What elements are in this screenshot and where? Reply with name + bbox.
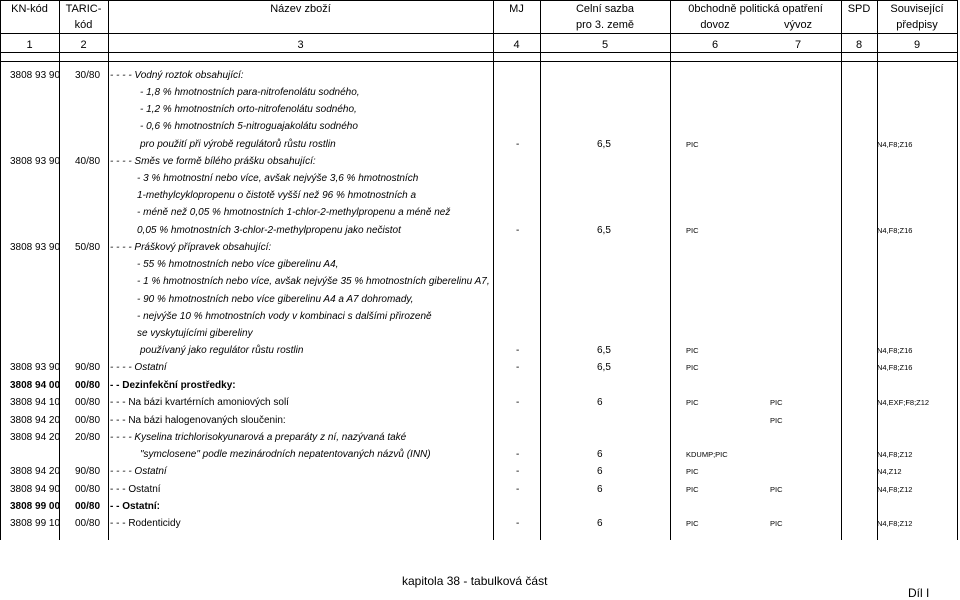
kn-code-cell: 3808 93 90 <box>10 362 61 373</box>
table-row <box>0 498 958 515</box>
goods-description-cell: pro použití při výrobě regulátorů růstu rostlin <box>140 139 336 150</box>
unit-cell: - <box>516 449 520 460</box>
col-number: 2 <box>80 39 87 51</box>
import-measure-cell: PIC <box>686 226 699 235</box>
regulations-cell: N4,Z12 <box>877 467 902 476</box>
duty-rate-cell: 6,5 <box>597 345 611 356</box>
table-row <box>0 429 958 446</box>
taric-code-cell: 00/80 <box>75 380 101 391</box>
export-measure-cell: PIC <box>770 519 783 528</box>
goods-description-cell: - - Dezinfekční prostředky: <box>110 380 236 391</box>
table-row <box>0 118 958 135</box>
goods-description-cell: - 1 % hmotnostních nebo více, avšak nejvýše 35 % hmotnostních giberelinu A7, <box>137 276 490 287</box>
col-souvisejici: Související <box>890 3 944 15</box>
unit-cell: - <box>516 362 520 373</box>
kn-code-cell: 3808 99 00 <box>10 501 61 512</box>
regulations-cell: N4,F8;Z16 <box>877 140 913 149</box>
header-bottom-border <box>0 52 958 53</box>
col-number: 5 <box>601 39 609 51</box>
header-divider <box>0 33 958 34</box>
table-row <box>0 291 958 308</box>
table-row <box>0 239 958 256</box>
regulations-cell: N4,F8;Z16 <box>877 226 913 235</box>
regulations-cell: N4,F8;Z12 <box>877 450 913 459</box>
taric-code-cell: 40/80 <box>75 156 101 167</box>
table-row <box>0 256 958 273</box>
import-measure-cell: PIC <box>686 363 699 372</box>
regulations-cell: N4,F8;Z12 <box>877 519 913 528</box>
table-row <box>0 204 958 221</box>
header-vline <box>957 0 958 62</box>
taric-code-cell: 00/80 <box>75 501 101 512</box>
kn-code-cell: 3808 94 20 <box>10 466 61 477</box>
goods-description-cell: 0,05 % hmotnostních 3-chlor-2-methylpropenu jako nečistot <box>137 225 401 236</box>
taric-code-cell: 30/80 <box>75 70 101 81</box>
goods-description-cell: se vyskytujícími gibereliny <box>137 328 253 339</box>
taric-code-cell: 00/80 <box>75 484 101 495</box>
import-measure-cell: PIC <box>686 398 699 407</box>
goods-description-cell: - 55 % hmotnostních nebo více giberelinu A4, <box>137 259 339 270</box>
regulations-cell: N4,F8;Z16 <box>877 346 913 355</box>
chapter-caption: kapitola 38 - tabulková část <box>402 574 548 588</box>
import-measure-cell: PIC <box>686 519 699 528</box>
kn-code-cell: 3808 94 00 <box>10 380 61 391</box>
kn-code-cell: 3808 94 20 <box>10 432 61 443</box>
regulations-cell: N4,EXF;F8;Z12 <box>877 398 930 407</box>
export-measure-cell: PIC <box>770 416 783 425</box>
regulations-cell: N4,F8;Z12 <box>877 485 913 494</box>
col-number: 4 <box>513 39 520 51</box>
header-top-border <box>0 0 958 1</box>
unit-cell: - <box>516 225 520 236</box>
col-taric: TARIC- <box>65 3 102 15</box>
col-celni-sazba: Celní sazba <box>575 3 635 15</box>
table-row <box>0 412 958 429</box>
goods-description-cell: - méně než 0,05 % hmotnostních 1-chlor-2-methylpropenu a méně než <box>137 207 451 218</box>
col-number: 3 <box>297 39 304 51</box>
kn-code-cell: 3808 93 90 <box>10 242 61 253</box>
col-dovoz: dovoz <box>700 19 730 31</box>
kn-code-cell: 3808 93 90 <box>10 70 61 81</box>
goods-description-cell: - nejvýše 10 % hmotnostních vody v kombinaci s dalšími přirozeně <box>137 311 432 322</box>
taric-code-cell: 00/80 <box>75 415 101 426</box>
goods-description-cell: - - - - Práškový přípravek obsahující: <box>110 242 272 253</box>
import-measure-cell: PIC <box>686 140 699 149</box>
kn-code-cell: 3808 94 20 <box>10 415 61 426</box>
goods-description-cell: - 1,2 % hmotnostních orto-nitrofenolátu sodného, <box>140 104 357 115</box>
table-row <box>0 101 958 118</box>
duty-rate-cell: 6,5 <box>597 225 611 236</box>
table-header <box>0 0 958 62</box>
col-number: 6 <box>711 39 719 51</box>
goods-description-cell: - 0,6 % hmotnostních 5-nitroguajakolátu sodného <box>140 121 358 132</box>
col-kn-kod: KN-kód <box>11 3 48 15</box>
export-measure-cell: PIC <box>770 398 783 407</box>
taric-code-cell: 00/80 <box>75 397 101 408</box>
table-row <box>0 325 958 342</box>
col-predpisy: předpisy <box>896 19 938 31</box>
col-number: 1 <box>26 39 33 51</box>
table-row <box>0 359 958 376</box>
table-row <box>0 481 958 498</box>
col-spd: SPD <box>847 3 871 15</box>
table-row <box>0 377 958 394</box>
table-row <box>0 187 958 204</box>
goods-description-cell: - - Ostatní: <box>110 501 160 512</box>
goods-description-cell: - - - - Kyselina trichlorisokyunarová a preparáty z ní, nazývaná také <box>110 432 407 443</box>
kn-code-cell: 3808 94 90 <box>10 484 61 495</box>
table-row <box>0 308 958 325</box>
goods-description-cell: - 3 % hmotnostní nebo více, avšak nejvýše 3,6 % hmotnostních <box>137 173 419 184</box>
col-number: 7 <box>794 39 802 51</box>
table-row <box>0 342 958 359</box>
taric-code-cell: 90/80 <box>75 362 101 373</box>
table-row <box>0 136 958 153</box>
table-row <box>0 170 958 187</box>
goods-description-cell: používaný jako regulátor růstu rostlin <box>140 345 304 356</box>
goods-description-cell: - 90 % hmotnostních nebo více giberelinu A4 a A7 dohromady, <box>137 294 414 305</box>
import-measure-cell: PIC <box>686 346 699 355</box>
goods-description-cell: - - - Rodenticidy <box>110 518 181 529</box>
import-measure-cell: PIC <box>686 485 699 494</box>
taric-code-cell: 00/80 <box>75 518 101 529</box>
duty-rate-cell: 6 <box>597 518 603 529</box>
unit-cell: - <box>516 345 520 356</box>
regulations-cell: N4,F8;Z16 <box>877 363 913 372</box>
col-nazev: Název zboží <box>270 3 331 15</box>
col-number: 9 <box>913 39 921 51</box>
col-opatreni: 0bchodně politická opatření <box>688 3 823 15</box>
duty-rate-cell: 6 <box>597 466 603 477</box>
table-row <box>0 515 958 532</box>
taric-code-cell: 50/80 <box>75 242 101 253</box>
duty-rate-cell: 6 <box>597 397 603 408</box>
goods-description-cell: - - - - Ostatní <box>110 362 167 373</box>
col-mj: MJ <box>509 3 524 15</box>
goods-description-cell: - - - - Směs ve formě bílého prášku obsahující: <box>110 156 316 167</box>
table-row <box>0 153 958 170</box>
goods-description-cell: - - - - Vodný roztok obsahující: <box>110 70 244 81</box>
kn-code-cell: 3808 93 90 <box>10 156 61 167</box>
col-pro-3-zeme: pro 3. země <box>575 19 635 31</box>
table-row <box>0 67 958 84</box>
col-number: 8 <box>855 39 863 51</box>
kn-code-cell: 3808 94 10 <box>10 397 61 408</box>
export-measure-cell: PIC <box>770 485 783 494</box>
unit-cell: - <box>516 484 520 495</box>
part-label: Díl I <box>908 586 930 600</box>
col-taric-kod: kód <box>74 19 93 31</box>
table-row <box>0 273 958 290</box>
unit-cell: - <box>516 466 520 477</box>
duty-rate-cell: 6 <box>597 484 603 495</box>
goods-description-cell: 1-methylcyklopropenu o čistotě vyšší než 96 % hmotnostních a <box>137 190 417 201</box>
duty-rate-cell: 6,5 <box>597 362 611 373</box>
taric-code-cell: 20/80 <box>75 432 101 443</box>
goods-description-cell: - - - Na bázi halogenovaných sloučenin: <box>110 415 286 426</box>
goods-description-cell: "symclosene" podle mezinárodních nepatentovaných názvů (INN) <box>140 449 431 460</box>
table-row <box>0 84 958 101</box>
import-measure-cell: KDUMP;PIC <box>686 450 728 459</box>
unit-cell: - <box>516 139 520 150</box>
table-row <box>0 222 958 239</box>
import-measure-cell: PIC <box>686 467 699 476</box>
taric-code-cell: 90/80 <box>75 466 101 477</box>
col-vyvoz: vývoz <box>783 19 813 31</box>
unit-cell: - <box>516 518 520 529</box>
header-bottom-border-2 <box>0 61 958 62</box>
duty-rate-cell: 6,5 <box>597 139 611 150</box>
goods-description-cell: - - - Ostatní <box>110 484 161 495</box>
table-row <box>0 446 958 463</box>
kn-code-cell: 3808 99 10 <box>10 518 61 529</box>
duty-rate-cell: 6 <box>597 449 603 460</box>
goods-description-cell: - 1,8 % hmotnostních para-nitrofenolátu sodného, <box>140 87 360 98</box>
goods-description-cell: - - - - Ostatní <box>110 466 167 477</box>
table-row <box>0 394 958 411</box>
goods-description-cell: - - - Na bázi kvartérních amoniových solí <box>110 397 289 408</box>
unit-cell: - <box>516 397 520 408</box>
table-row <box>0 463 958 480</box>
